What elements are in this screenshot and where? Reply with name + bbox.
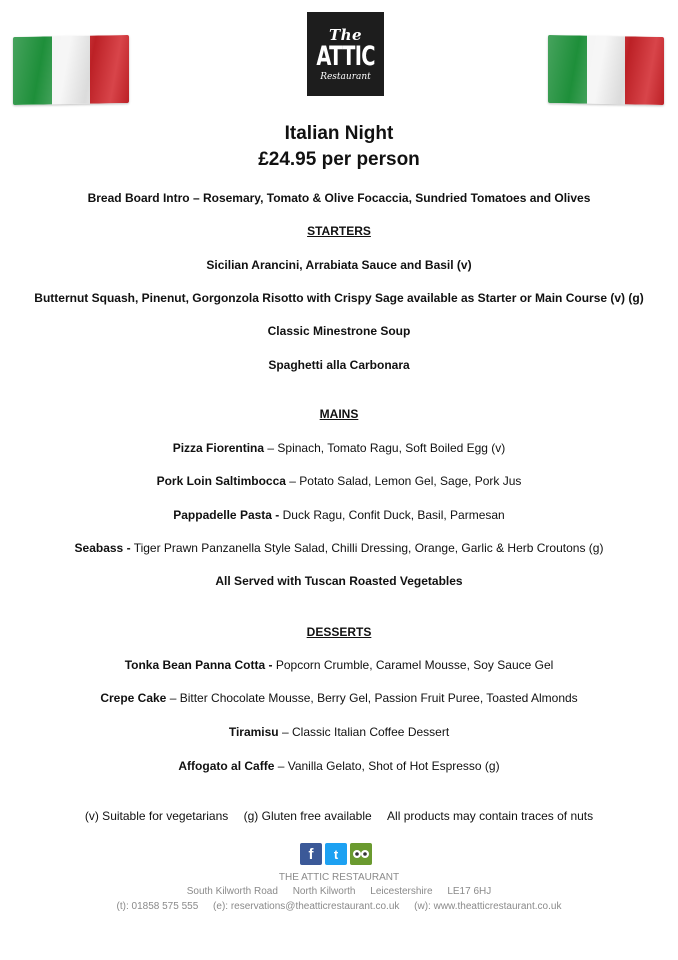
main-item-name: Pork Loin Saltimbocca (156, 474, 286, 488)
footer-email[interactable]: (e): reservations@theatticrestaurant.co.uk (213, 901, 400, 912)
mains-note: All Served with Tuscan Roasted Vegetables (215, 574, 463, 588)
legend-vegetarian: (v) Suitable for vegetarians (84, 809, 229, 823)
logo-line-attic: ATTIC (316, 40, 375, 72)
dessert-item: Affogato al Caffe – Vanilla Gelato, Shot of Hot Espresso (g) (178, 759, 500, 773)
main-item (0, 507, 678, 523)
main-item-name: Seabass - (74, 541, 131, 555)
italian-flag-left (13, 35, 129, 105)
dessert-item-name: Affogato al Caffe (178, 759, 275, 773)
bread-board-intro: Bread Board Intro – Rosemary, Tomato & Olive Focaccia, Sundried Tomatoes and Olives (87, 191, 591, 205)
main-item-desc: Potato Salad, Lemon Gel, Sage, Pork Jus (299, 474, 522, 488)
main-item: Pizza Fiorentina – Spinach, Tomato Ragu, Soft Boiled Egg (v) (172, 441, 506, 455)
dessert-item-name: Tiramisu (228, 725, 279, 739)
starter-item: Sicilian Arancini, Arrabiata Sauce and Basil (v) (206, 258, 472, 272)
dessert-item-name: Crepe Cake (100, 691, 167, 705)
dessert-item-desc: Classic Italian Coffee Dessert (291, 725, 450, 739)
footer-phone: (t): 01858 575 555 (116, 901, 199, 912)
price: £24.95 per person (258, 149, 420, 170)
logo-line-restaurant: Restaurant (320, 71, 371, 82)
dessert-item (0, 657, 678, 673)
legend-nuts: All products may contain traces of nuts (387, 809, 594, 823)
main-item-desc: Spinach, Tomato Ragu, Soft Boiled Egg (v) (277, 441, 506, 455)
starter-item: Classic Minestrone Soup (267, 324, 411, 338)
starter-item: Spaghetti alla Carbonara (268, 358, 410, 372)
italian-flag-right (548, 35, 664, 105)
dessert-item-desc: Popcorn Crumble, Caramel Mousse, Soy Sauce Gel (275, 658, 554, 672)
event-title: Italian Night (284, 123, 394, 144)
dessert-item-name: Tonka Bean Panna Cotta - (124, 658, 273, 672)
dessert-item: Tiramisu – Classic Italian Coffee Dessert (228, 725, 450, 739)
restaurant-logo (307, 12, 384, 96)
footer-website[interactable]: (w): www.theatticrestaurant.co.uk (414, 901, 562, 912)
intro-name: Bread Board Intro (87, 191, 190, 205)
main-item-desc: Tiger Prawn Panzanella Style Salad, Chilli Dressing, Orange, Garlic & Herb Croutons (g) (133, 541, 604, 555)
social-icons (300, 843, 372, 865)
mains-heading: MAINS (319, 407, 359, 421)
dessert-item-desc: Vanilla Gelato, Shot of Hot Espresso (g) (287, 759, 500, 773)
menu-title (0, 121, 678, 173)
dietary-legend (0, 808, 678, 824)
legend-gluten-free: (g) Gluten free available (243, 809, 372, 823)
facebook-icon[interactable]: f (300, 843, 322, 865)
tripadvisor-icon[interactable] (350, 843, 372, 865)
twitter-icon[interactable]: t (325, 843, 347, 865)
main-item-name: Pizza Fiorentina (172, 441, 265, 455)
dessert-item-desc: Bitter Chocolate Mousse, Berry Gel, Passion Fruit Puree, Toasted Almonds (179, 691, 578, 705)
main-item (0, 540, 678, 556)
main-item-desc: Duck Ragu, Confit Duck, Basil, Parmesan (282, 508, 505, 522)
dessert-item: Crepe Cake – Bitter Chocolate Mousse, Berry Gel, Passion Fruit Puree, Toasted Almonds (100, 691, 578, 705)
intro-desc: Rosemary, Tomato & Olive Focaccia, Sundried Tomatoes and Olives (202, 191, 591, 205)
footer-contact (0, 900, 678, 914)
desserts-heading: DESSERTS (306, 625, 372, 639)
starters-heading: STARTERS (307, 224, 371, 238)
logo-line-the: The (328, 25, 363, 44)
main-item-name: Pappadelle Pasta - (173, 508, 280, 522)
footer-restaurant-name: THE ATTIC RESTAURANT (278, 872, 400, 883)
footer-address: South Kilworth Road North Kilworth Leicestershire LE17 6HJ (186, 886, 492, 897)
main-item: Pork Loin Saltimbocca – Potato Salad, Lemon Gel, Sage, Pork Jus (156, 474, 522, 488)
starter-item: Butternut Squash, Pinenut, Gorgonzola Risotto with Crispy Sage available as Starter or Main Course (v) (g) (34, 291, 644, 305)
